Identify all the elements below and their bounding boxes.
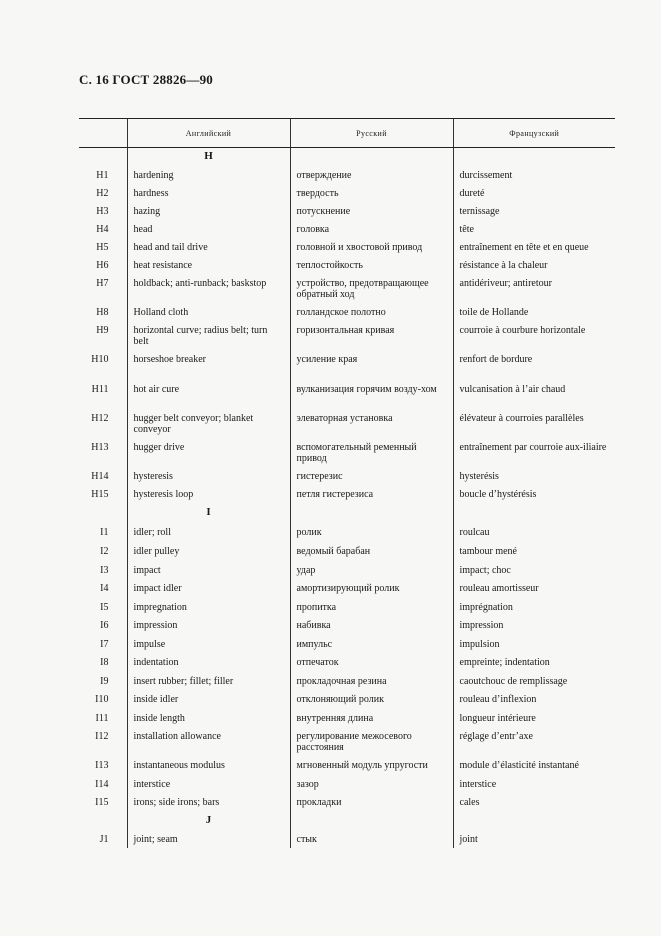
term-french: ternissage bbox=[453, 202, 615, 220]
term-english: horizontal curve; radius belt; turn belt bbox=[127, 321, 290, 350]
term-russian: импульс bbox=[290, 635, 453, 653]
table-row bbox=[79, 303, 615, 321]
term-code: Н8 bbox=[96, 306, 109, 318]
term-russian: головка bbox=[290, 220, 453, 238]
table-row bbox=[79, 184, 615, 202]
section-letter-h: Н bbox=[127, 148, 290, 166]
glossary-table bbox=[79, 118, 615, 848]
term-russian: набивка bbox=[290, 616, 453, 635]
term-code: Н11 bbox=[91, 383, 109, 395]
term-code: Н15 bbox=[91, 488, 109, 500]
term-english: indentation bbox=[127, 653, 290, 672]
term-french: tambour mené bbox=[453, 542, 615, 561]
term-french: durcissement bbox=[453, 166, 615, 184]
term-russian: твердость bbox=[290, 184, 453, 202]
term-french: joint bbox=[453, 830, 615, 848]
term-russian: отклоняющий ролик bbox=[290, 690, 453, 709]
term-english: impact bbox=[127, 561, 290, 579]
term-english: heat resistance bbox=[127, 256, 290, 274]
table-row bbox=[79, 238, 615, 256]
french-column-header: Французский bbox=[453, 119, 615, 148]
term-russian: устройство, предотвращающее обратный ход bbox=[290, 274, 453, 303]
table-row bbox=[79, 616, 615, 635]
term-french: impression bbox=[453, 616, 615, 635]
term-english: idler; roll bbox=[127, 523, 290, 542]
term-code: Н9 bbox=[96, 324, 109, 336]
term-russian: внутренняя длина bbox=[290, 709, 453, 727]
term-french: courroie à courbure horizontale bbox=[453, 321, 615, 350]
term-english: hot air cure bbox=[127, 380, 290, 409]
term-english: impregnation bbox=[127, 598, 290, 616]
table-row bbox=[79, 775, 615, 793]
term-code: Н6 bbox=[96, 259, 109, 271]
term-code: I5 bbox=[100, 601, 109, 613]
term-french: dureté bbox=[453, 184, 615, 202]
term-english: inside idler bbox=[127, 690, 290, 709]
term-russian: голландское полотно bbox=[290, 303, 453, 321]
table-row bbox=[79, 467, 615, 485]
section-row-j bbox=[79, 812, 615, 830]
term-code: I3 bbox=[100, 564, 109, 576]
term-french: boucle d’hystérésis bbox=[453, 485, 615, 504]
term-russian: усиление края bbox=[290, 350, 453, 380]
table-row bbox=[79, 635, 615, 653]
term-french: roulcau bbox=[453, 523, 615, 542]
term-french: vulcanisation à l’air chaud bbox=[453, 380, 615, 409]
term-french: impulsion bbox=[453, 635, 615, 653]
term-english: instantaneous modulus bbox=[127, 756, 290, 775]
term-english: installation allowance bbox=[127, 727, 290, 756]
table-row bbox=[79, 321, 615, 350]
term-russian: отпечаток bbox=[290, 653, 453, 672]
term-code: I8 bbox=[100, 656, 109, 668]
term-english: head bbox=[127, 220, 290, 238]
table-row bbox=[79, 350, 615, 380]
term-french: tête bbox=[453, 220, 615, 238]
term-code: I11 bbox=[95, 712, 109, 724]
page-header: С. 16 ГОСТ 28826—90 bbox=[79, 72, 213, 87]
table-row bbox=[79, 166, 615, 184]
term-code: Н12 bbox=[91, 412, 109, 424]
term-english: hazing bbox=[127, 202, 290, 220]
term-english: hugger belt conveyor; blanket conveyor bbox=[127, 409, 290, 438]
term-russian: зазор bbox=[290, 775, 453, 793]
term-code: Н4 bbox=[96, 223, 109, 235]
table-row bbox=[79, 380, 615, 409]
term-code: Н2 bbox=[96, 187, 109, 199]
term-russian: теплостойкость bbox=[290, 256, 453, 274]
table-row bbox=[79, 274, 615, 303]
term-english: joint; seam bbox=[127, 830, 290, 848]
term-russian: стык bbox=[290, 830, 453, 848]
table-row bbox=[79, 523, 615, 542]
term-russian: ролик bbox=[290, 523, 453, 542]
table-header-row bbox=[79, 119, 615, 148]
term-code: I14 bbox=[95, 778, 109, 790]
term-code: I13 bbox=[95, 759, 109, 771]
term-english: horseshoe breaker bbox=[127, 350, 290, 380]
term-code: Н14 bbox=[91, 470, 109, 482]
table-row bbox=[79, 709, 615, 727]
term-code: I12 bbox=[95, 730, 109, 742]
term-russian: петля гистерезиса bbox=[290, 485, 453, 504]
table-row bbox=[79, 485, 615, 504]
table-row bbox=[79, 579, 615, 598]
table-row bbox=[79, 830, 615, 848]
english-column-header: Английский bbox=[127, 119, 290, 148]
table-row bbox=[79, 672, 615, 690]
table-row bbox=[79, 409, 615, 438]
term-french: résistance à la chaleur bbox=[453, 256, 615, 274]
term-french: interstice bbox=[453, 775, 615, 793]
table-row bbox=[79, 542, 615, 561]
term-french: hysterésis bbox=[453, 467, 615, 485]
term-french: élévateur à courroies parallèles bbox=[453, 409, 615, 438]
term-english: insert rubber; fillet; filler bbox=[127, 672, 290, 690]
section-letter-j: J bbox=[127, 812, 290, 830]
term-french: impact; choc bbox=[453, 561, 615, 579]
term-code: I9 bbox=[100, 675, 109, 687]
term-code: Н10 bbox=[91, 353, 109, 365]
term-english: inside length bbox=[127, 709, 290, 727]
term-english: impact idler bbox=[127, 579, 290, 598]
term-russian: пропитка bbox=[290, 598, 453, 616]
term-english: idler pulley bbox=[127, 542, 290, 561]
term-english: interstice bbox=[127, 775, 290, 793]
term-russian: мгновенный модуль упругости bbox=[290, 756, 453, 775]
term-french: réglage d’entr’axe bbox=[453, 727, 615, 756]
table-row bbox=[79, 202, 615, 220]
term-code: Н7 bbox=[96, 277, 109, 289]
term-french: entraînement par courroie aux-iliaire bbox=[453, 438, 615, 467]
term-french: antidériveur; antiretour bbox=[453, 274, 615, 303]
term-code: I15 bbox=[95, 796, 109, 808]
term-russian: вулканизация горячим возду-хом bbox=[290, 380, 453, 409]
term-russian: элеваторная установка bbox=[290, 409, 453, 438]
section-row-i bbox=[79, 504, 615, 523]
table-row bbox=[79, 598, 615, 616]
term-french: rouleau amortisseur bbox=[453, 579, 615, 598]
term-russian: отверждение bbox=[290, 166, 453, 184]
table-body bbox=[79, 148, 615, 848]
term-french: cales bbox=[453, 793, 615, 812]
term-russian: гистерезис bbox=[290, 467, 453, 485]
term-russian: удар bbox=[290, 561, 453, 579]
table-row bbox=[79, 793, 615, 812]
table-row bbox=[79, 220, 615, 238]
table-row bbox=[79, 438, 615, 467]
term-english: impulse bbox=[127, 635, 290, 653]
table-row bbox=[79, 256, 615, 274]
term-french: entraînement en tête et en queue bbox=[453, 238, 615, 256]
term-code: I6 bbox=[100, 619, 109, 631]
term-code: I10 bbox=[95, 693, 109, 705]
table-row bbox=[79, 561, 615, 579]
term-code: Н13 bbox=[91, 441, 109, 453]
term-code: J1 bbox=[99, 833, 109, 845]
term-code: I7 bbox=[100, 638, 109, 650]
term-french: rouleau d’inflexion bbox=[453, 690, 615, 709]
term-french: longueur intérieure bbox=[453, 709, 615, 727]
term-russian: ведомый барабан bbox=[290, 542, 453, 561]
term-russian: вспомогательный ременный привод bbox=[290, 438, 453, 467]
table-row bbox=[79, 727, 615, 756]
term-french: empreinte; indentation bbox=[453, 653, 615, 672]
term-russian: потускнение bbox=[290, 202, 453, 220]
section-row-h bbox=[79, 148, 615, 166]
russian-column-header: Русский bbox=[290, 119, 453, 148]
section-letter-i: I bbox=[127, 504, 290, 523]
term-english: head and tail drive bbox=[127, 238, 290, 256]
term-code: I2 bbox=[100, 545, 109, 557]
term-english: hysteresis bbox=[127, 467, 290, 485]
term-english: Holland cloth bbox=[127, 303, 290, 321]
table-row bbox=[79, 690, 615, 709]
term-code: I1 bbox=[100, 526, 109, 538]
term-russian: прокладочная резина bbox=[290, 672, 453, 690]
term-english: holdback; anti-runback; baskstop bbox=[127, 274, 290, 303]
term-english: hysteresis loop bbox=[127, 485, 290, 504]
term-english: hardness bbox=[127, 184, 290, 202]
term-french: caoutchouc de remplissage bbox=[453, 672, 615, 690]
table-row bbox=[79, 756, 615, 775]
term-russian: головной и хвостовой привод bbox=[290, 238, 453, 256]
term-russian: амортизирующий ролик bbox=[290, 579, 453, 598]
term-english: hardening bbox=[127, 166, 290, 184]
term-french: imprégnation bbox=[453, 598, 615, 616]
term-french: toile de Hollande bbox=[453, 303, 615, 321]
term-code: Н1 bbox=[96, 169, 109, 181]
term-code: Н5 bbox=[96, 241, 109, 253]
term-english: hugger drive bbox=[127, 438, 290, 467]
term-french: module d’élasticité instantané bbox=[453, 756, 615, 775]
term-russian: прокладки bbox=[290, 793, 453, 812]
term-english: irons; side irons; bars bbox=[127, 793, 290, 812]
code-column-header bbox=[79, 119, 127, 148]
term-russian: горизонтальная кривая bbox=[290, 321, 453, 350]
term-russian: регулирование межосевого расстояния bbox=[290, 727, 453, 756]
term-english: impression bbox=[127, 616, 290, 635]
table-row bbox=[79, 653, 615, 672]
term-code: Н3 bbox=[96, 205, 109, 217]
term-code: I4 bbox=[100, 582, 109, 594]
term-french: renfort de bordure bbox=[453, 350, 615, 380]
